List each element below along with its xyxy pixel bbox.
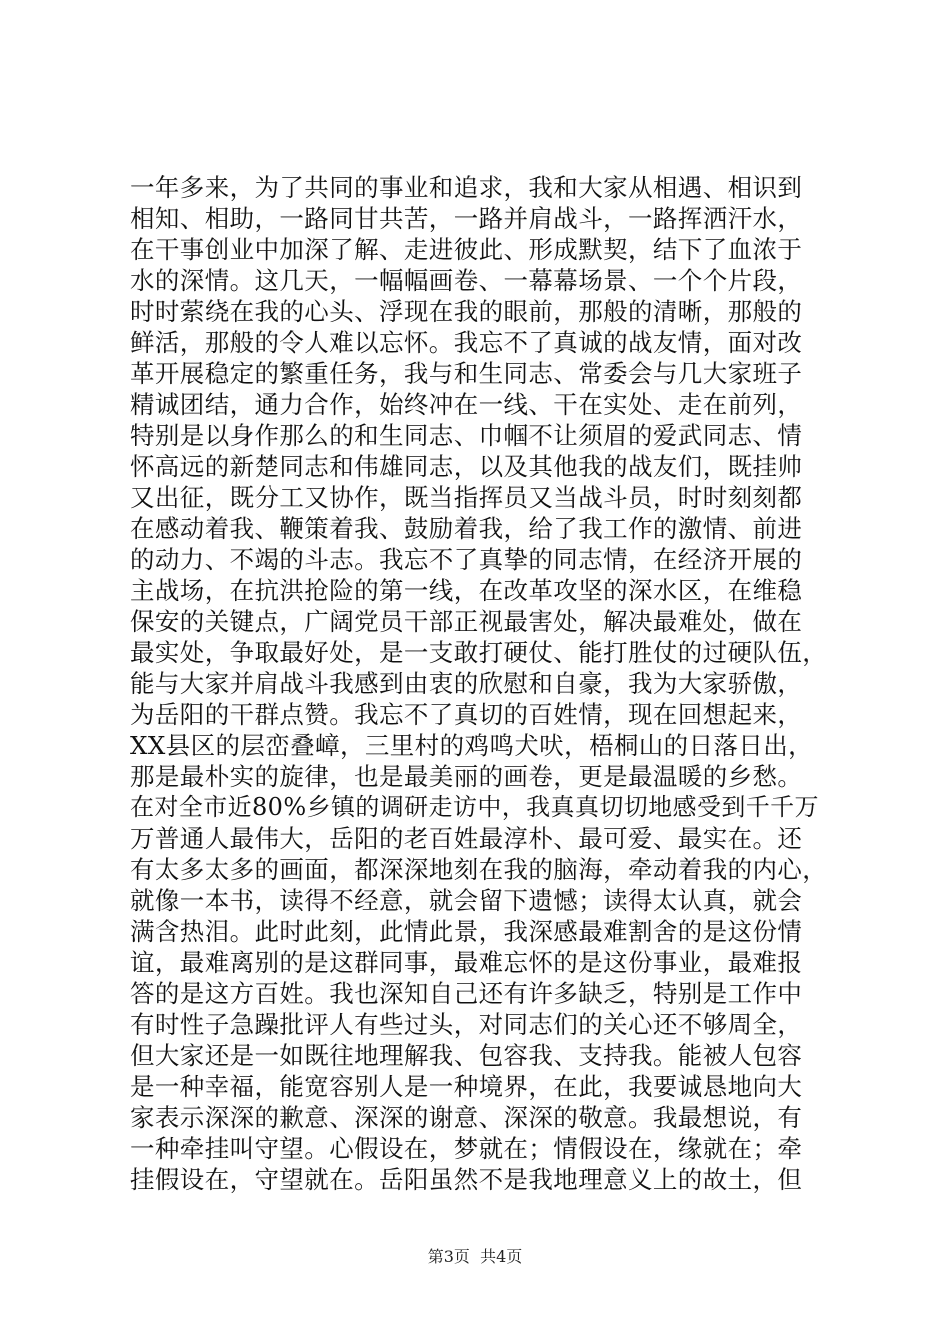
text-line-13: 的动力、不竭的斗志。我忘不了真挚的同志情，在经济开展的 [130, 545, 803, 574]
text-line-4: 水的深情。这几天，一幅幅画卷、一幕幕场景、一个个片段， [130, 266, 803, 295]
text-line-26: 谊，最难离别的是这群同事，最难忘怀的是这份事业，最难报 [130, 948, 803, 977]
text-line-2: 相知、相助，一路同甘共苦，一路并肩战斗，一路挥洒汗水， [130, 204, 803, 233]
body-paragraph [130, 172, 830, 1195]
text-line-25: 满含热泪。此时此刻，此情此景，我深感最难割舍的是这份情 [130, 917, 803, 946]
text-line-32: 一种牵挂叫守望。心假设在，梦就在；情假设在，缘就在；牵 [130, 1134, 803, 1163]
text-line-28: 有时性子急躁批评人有些过头，对同志们的关心还不够周全， [130, 1010, 803, 1039]
text-line-29: 但大家还是一如既往地理解我、包容我、支持我。能被人包容 [130, 1041, 803, 1070]
text-line-33: 挂假设在，守望就在。岳阳虽然不是我地理意义上的故土，但 [130, 1165, 803, 1194]
page-number-footer: 第3页 共4页 [427, 1247, 523, 1266]
text-line-18: 为岳阳的干群点赞。我忘不了真切的百姓情，现在回想起来， [130, 700, 803, 729]
text-line-7: 革开展稳定的繁重任务，我与和生同志、常委会与几大家班子 [130, 359, 803, 388]
text-line-19: XX县区的层峦叠嶂，三里村的鸡鸣犬吠，梧桐山的日落日出， [130, 731, 814, 760]
text-line-17: 能与大家并肩战斗我感到由衷的欣慰和自豪，我为大家骄傲， [130, 669, 803, 698]
text-line-15: 保安的关键点，广阔党员干部正视最害处，解决最难处，做在 [130, 607, 803, 636]
text-line-6: 鲜活，那般的令人难以忘怀。我忘不了真诚的战友情，面对改 [130, 328, 803, 357]
text-line-24: 就像一本书，读得不经意，就会留下遗憾；读得太认真，就会 [130, 886, 803, 915]
text-line-3: 在干事创业中加深了解、走进彼此、形成默契，结下了血浓于 [130, 235, 803, 264]
text-line-21: 在对全市近80%乡镇的调研走访中，我真真切切地感受到千千万 [130, 793, 819, 821]
text-line-20: 那是最朴实的旋律，也是最美丽的画卷，更是最温暖的乡愁。 [130, 762, 803, 791]
text-line-27: 答的是这方百姓。我也深知自己还有许多缺乏，特别是工作中 [130, 979, 803, 1008]
text-line-5: 时时萦绕在我的心头、浮现在我的眼前，那般的清晰，那般的 [130, 297, 803, 326]
text-line-11: 又出征，既分工又协作，既当指挥员又当战斗员，时时刻刻都 [130, 483, 803, 512]
text-line-16: 最实处，争取最好处，是一支敢打硬仗、能打胜仗的过硬队伍， [130, 638, 828, 667]
text-line-1: 一年多来，为了共同的事业和追求，我和大家从相遇、相识到 [130, 173, 803, 202]
text-line-9: 特别是以身作那么的和生同志、巾帼不让须眉的爱武同志、情 [130, 421, 803, 450]
text-line-10: 怀高远的新楚同志和伟雄同志，以及其他我的战友们，既挂帅 [130, 452, 803, 481]
text-line-12: 在感动着我、鞭策着我、鼓励着我，给了我工作的激情、前进 [130, 514, 803, 543]
text-line-30: 是一种幸福，能宽容别人是一种境界，在此，我要诚恳地向大 [130, 1072, 803, 1101]
text-line-31: 家表示深深的歉意、深深的谢意、深深的敬意。我最想说，有 [130, 1103, 803, 1132]
text-line-14: 主战场，在抗洪抢险的第一线，在改革攻坚的深水区，在维稳 [130, 576, 803, 605]
text-line-22: 万普通人最伟大，岳阳的老百姓最淳朴、最可爱、最实在。还 [130, 824, 803, 853]
text-line-23: 有太多太多的画面，都深深地刻在我的脑海，牵动着我的内心， [130, 855, 828, 884]
text-line-8: 精诚团结，通力合作，始终冲在一线、干在实处、走在前列， [130, 390, 803, 419]
